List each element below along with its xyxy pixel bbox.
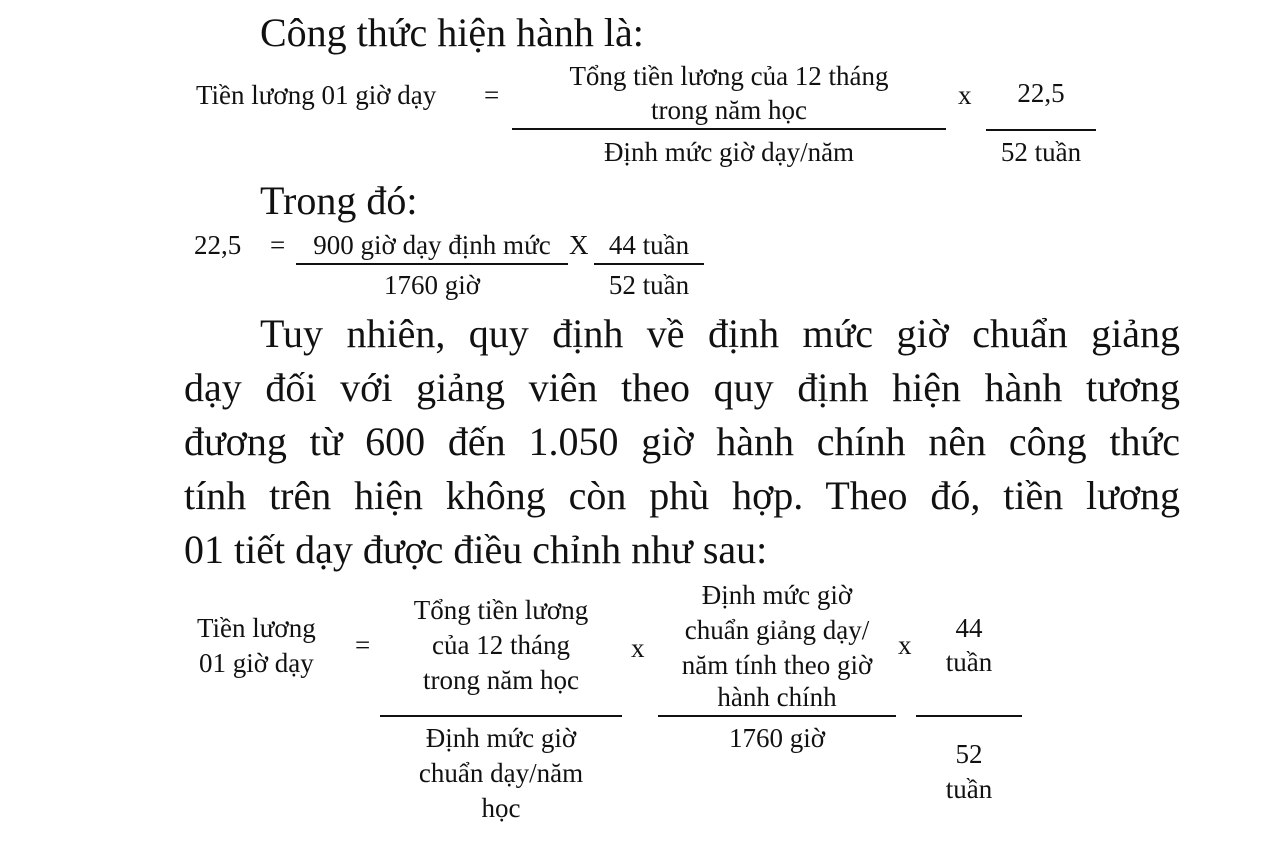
heading-where: Trong đó: (260, 178, 418, 223)
formula2-frac1-numerator: 900 giờ dạy định mức (313, 230, 551, 260)
formula3-frac2-numerator-line2: chuẩn giảng dạy/ (684, 615, 870, 645)
formula1-frac1-numerator-line2: trong năm học (651, 95, 807, 125)
formula2-frac1-bar (296, 263, 568, 265)
formula3-frac2-numerator-line4: hành chính (717, 682, 837, 712)
formula3-frac3-denominator-line2: tuần (945, 774, 993, 804)
formula2-times: X (569, 230, 589, 260)
paragraph-line-5: 01 tiết dạy được điều chỉnh như sau: (184, 527, 768, 572)
formula3-frac1-denominator-line1: Định mức giờ (425, 723, 577, 753)
formula3-frac1-numerator-line1: Tổng tiền lương (413, 595, 589, 625)
formula2-frac2-denominator: 52 tuần (608, 270, 690, 300)
formula3-lhs-line2: 01 giờ dạy (199, 648, 314, 678)
formula1-frac2-denominator: 52 tuần (1000, 137, 1082, 167)
formula3-frac3-bar (916, 715, 1022, 717)
formula1-times: x (958, 80, 972, 110)
formula3-times-1: x (631, 633, 645, 663)
paragraph-line-1: Tuy nhiên, quy định về định mức giờ chuẩn giảng (260, 311, 1180, 356)
formula1-frac2-numerator: 22,5 (1017, 78, 1065, 108)
formula3-frac1-denominator-line3: học (481, 793, 521, 823)
formula3-frac2-numerator-line3: năm tính theo giờ (681, 650, 873, 680)
formula1-frac1-bar (512, 128, 946, 130)
formula2-frac1-denominator: 1760 giờ (383, 270, 481, 300)
formula1-frac1-denominator: Định mức giờ dạy/năm (603, 137, 855, 167)
formula1-frac2-bar (986, 129, 1096, 131)
heading-current-formula: Công thức hiện hành là: (260, 10, 644, 55)
formula3-times-2: x (898, 630, 912, 660)
paragraph-line-3: đương từ 600 đến 1.050 giờ hành chính nên công thức (184, 419, 1180, 464)
formula3-frac2-numerator-line1: Định mức giờ (701, 580, 853, 610)
formula1-lhs: Tiền lương 01 giờ dạy (196, 80, 437, 110)
formula3-frac1-denominator-line2: chuẩn dạy/năm (418, 758, 584, 788)
formula3-frac1-numerator-line3: trong năm học (423, 665, 579, 695)
paragraph-line-4: tính trên hiện không còn phù hợp. Theo đó, tiền lương (184, 473, 1180, 518)
formula3-frac3-numerator-line1: 44 (955, 613, 983, 643)
formula2-equals: = (270, 230, 286, 260)
formula2-frac2-numerator: 44 tuần (608, 230, 690, 260)
formula3-lhs-line1: Tiền lương (197, 613, 316, 643)
formula3-frac3-denominator-line1: 52 (955, 739, 983, 769)
formula1-frac1-numerator-line1: Tổng tiền lương của 12 tháng (569, 61, 889, 91)
formula3-frac2-bar (658, 715, 896, 717)
formula3-frac3-numerator-line2: tuần (945, 647, 993, 677)
formula3-equals: = (355, 630, 371, 660)
formula3-frac1-bar (380, 715, 622, 717)
paragraph-line-2: dạy đối với giảng viên theo quy định hiện hành tương (184, 365, 1180, 410)
formula2-lhs: 22,5 (194, 230, 242, 260)
formula1-equals: = (484, 80, 500, 110)
formula2-frac2-bar (594, 263, 704, 265)
formula3-frac2-denominator: 1760 giờ (728, 723, 826, 753)
formula3-frac1-numerator-line2: của 12 tháng (432, 630, 570, 660)
